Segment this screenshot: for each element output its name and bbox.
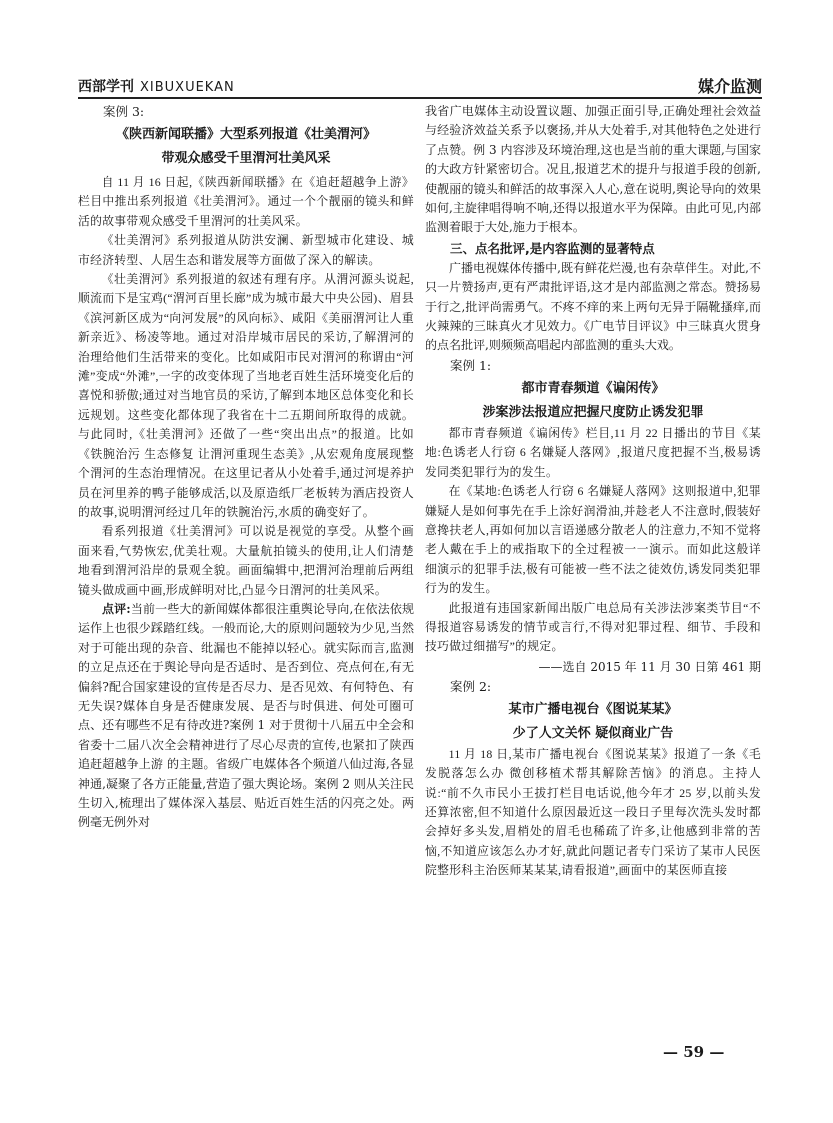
case3-title-line1: 《陕西新闻联播》大型系列报道《壮美渭河》 bbox=[115, 127, 376, 142]
paragraph: 《壮美渭河》系列报道从防洪安澜、新型城市化建设、城市经济转型、人居生态和谐发展等方面做了深入的解读。 bbox=[78, 233, 414, 267]
case1-title-line1: 都市青春频道《谝闲传》 bbox=[521, 380, 665, 396]
paragraph: 我省广电媒体主动设置议题、加强正面引导,正确处理社会效益与经验济效益关系予以褒扬,并从大处着手,对其他特色之处进行了点赞。例 3 内容涉及环境治理,这也是当前的重大课题,与国家的大政方针紧密切合。况且,报道艺术的提升与报道手段的创新,使靓丽的镜头和鲜活的故事深入人心,意在说明,舆论导向的效果如何,主旋律唱得响不响,还得以报道水平为保障。由此可见,内部监测着眼于大处,施力于根本。 bbox=[425, 104, 761, 235]
section-heading: 三、点名批评,是内容监测的显著特点 bbox=[450, 240, 655, 256]
paragraph: 看系列报道《壮美渭河》可以说是视觉的享受。从整个画面来看,气势恢宏,优美壮观。大量航拍镜头的使用,让人们清楚地看到渭河沿岸的景观全貌。画面编辑中,把渭河治理前后两组镜头做成画中画,形成鲜明对比,凸显今日渭河的壮美风采。 bbox=[78, 524, 414, 597]
case3-title-line2: 带观众感受千里渭河壮美风采 bbox=[161, 151, 331, 166]
commentary-paragraph bbox=[78, 600, 414, 833]
left-column bbox=[78, 102, 414, 833]
case2-label: 案例 2: bbox=[450, 678, 492, 694]
commentary-label: 点评: bbox=[102, 601, 131, 616]
section-name: 媒介监测 bbox=[697, 77, 762, 96]
journal-name-cn: 西部学刊 bbox=[78, 79, 134, 95]
paragraph: 在《某地:色诱老人行窃 6 名嫌疑人落网》这则报道中,犯罪嫌疑人是如何事先在手上涂好润滑油,并趁老人不注意时,假装好意搀扶老人,再如何加以言语递感分散老人的注意力,不知不觉将老人戴在手上的戒指取下的全过程被一一演示。而如此这般详细演示的犯罪手法,极有可能被一些不法之徒效仿,诱发同类犯罪行为的发生。 bbox=[425, 484, 761, 596]
paragraph: 此报道有违国家新闻出版广电总局有关涉法涉案类节目“不得报道容易诱发的情节或言行,不得对犯罪过程、细节、手段和技巧做过细描写”的规定。 bbox=[425, 600, 761, 654]
case1-label: 案例 1: bbox=[450, 357, 492, 373]
header-rule bbox=[78, 97, 762, 99]
journal-name bbox=[78, 76, 235, 96]
paragraph: 广播电视媒体传播中,既有鲜花烂漫,也有杂草伴生。对此,不只一片赞扬声,更有严肃批评语,这才是内部监测之常态。赞扬易于行之,批评尚需勇气。不疼不痒的来上两句无异于隔靴搔痒,而火辣辣的三昧真火才见效力。《广电节目评议》中三昧真火贯身的点名批评,则频频高唱起内部监测的重头大戏。 bbox=[425, 260, 761, 353]
case1-title-line2: 涉案涉法报道应把握尺度防止诱发犯罪 bbox=[482, 404, 704, 420]
commentary-text: 当前一些大的新闻媒体都很注重舆论导向,在依法依规运作上也很少踩踏红线。一般而论,大的原则问题较为少见,当然对于可能出现的杂音、纰漏也不能掉以轻心。就实际而言,监测的立足点还在于舆论导向是否适时、是否到位、亮点何在,有无偏斜?配合国家建设的宣传是否尽力、是否见效、有何特色、有无失误?媒体自身是否健康发展、是否与时俱进、何处可圈可点、还有哪些不足有待改进?案例 1 对于贯彻十八届五中全会和省委十二届八次全会精神进行了尽心尽责的宣传,也紧扣了陕西 追赶超越争上游 的主题。省级广电媒体各个频道八仙过海,各显神通,凝聚了各方正能量,营造了强大舆论场。案例 2 则从关注民生切入,梳理出了媒体深入基层、贴近百姓生活的闪亮之处。两例毫无例外对 bbox=[78, 601, 414, 830]
right-column bbox=[425, 102, 761, 881]
source-note: ——选自 2015 年 11 月 30 日第 461 期 bbox=[538, 659, 761, 674]
case2-title-line2: 少了人文关怀 疑似商业广告 bbox=[512, 725, 674, 741]
case2-title-line1: 某市广播电视台《图说某某》 bbox=[508, 701, 678, 717]
paragraph: 《壮美渭河》系列报道的叙述有理有序。从渭河源头说起,顺流而下是宝鸡(“渭河百里长廊”成为城市最大中央公园)、眉县《滨河新区成为“向河发展”的风向标》、咸阳《美丽渭河让人重新亲近》、杨凌等地。通过对沿岸城市居民的采访,了解渭河的治理给他们生活带来的变化。比如咸阳市民对渭河的称谓由“河滩”变成“外滩”,一字的改变体现了当地老百姓生活环境变化后的喜悦和骄傲;通过对当地官员的采访,了解到本地区总体变化和长远规划。这些变化都体现了我省在十二五期间所取得的成就。与此同时,《壮美渭河》还做了一些“突出出点”的报道。比如《铁腕治污 生态修复 让渭河重现生态美》,从宏观角度展现整个渭河的生态治理情况。在这里记者从小处着手,通过河堤养护员在河里养的鸭子能够成活,以及原造纸厂老板转为酒店投资人的故事,说明渭河经过几年的铁腕治污,水质的确变好了。 bbox=[78, 272, 414, 519]
paragraph: 11 月 18 日,某市广播电视台《图说某某》报道了一条《毛发脱落怎么办 微创移植术帮其解除苦恼》的消息。主持人说:“前不久市民小王拔打栏目电话说,他今年才 25 岁,以前头发还算浓密,但不知道什么原因最近这一段日子里每次洗头发时都会掉好多头发,眉梢处的眉毛也稀疏了许多,让他感到非常的苦恼,不知道应该怎么办才好,就此问题记者专门采访了某市人民医院整形科主治医师某某某,请看报道”,画面中的某医师直接 bbox=[425, 746, 761, 878]
page-number: — 59 — bbox=[663, 1043, 725, 1061]
paragraph: 自 11 月 16 日起,《陕西新闻联播》在《追赶超越争上游》栏目中推出系列报道《壮美渭河》。通过一个个靓丽的镜头和鲜活的故事带观众感受千里渭河的壮美风采。 bbox=[78, 175, 414, 228]
paragraph: 都市青春频道《谝闲传》栏目,11 月 22 日播出的节目《某地:色诱老人行窃 6 名嫌疑人落网》,报道尺度把握不当,极易诱发同类犯罪行为的发生。 bbox=[425, 425, 761, 479]
page-header bbox=[78, 74, 762, 96]
journal-name-en: XIBUXUEKAN bbox=[140, 80, 235, 95]
case3-label: 案例 3: bbox=[103, 104, 145, 119]
